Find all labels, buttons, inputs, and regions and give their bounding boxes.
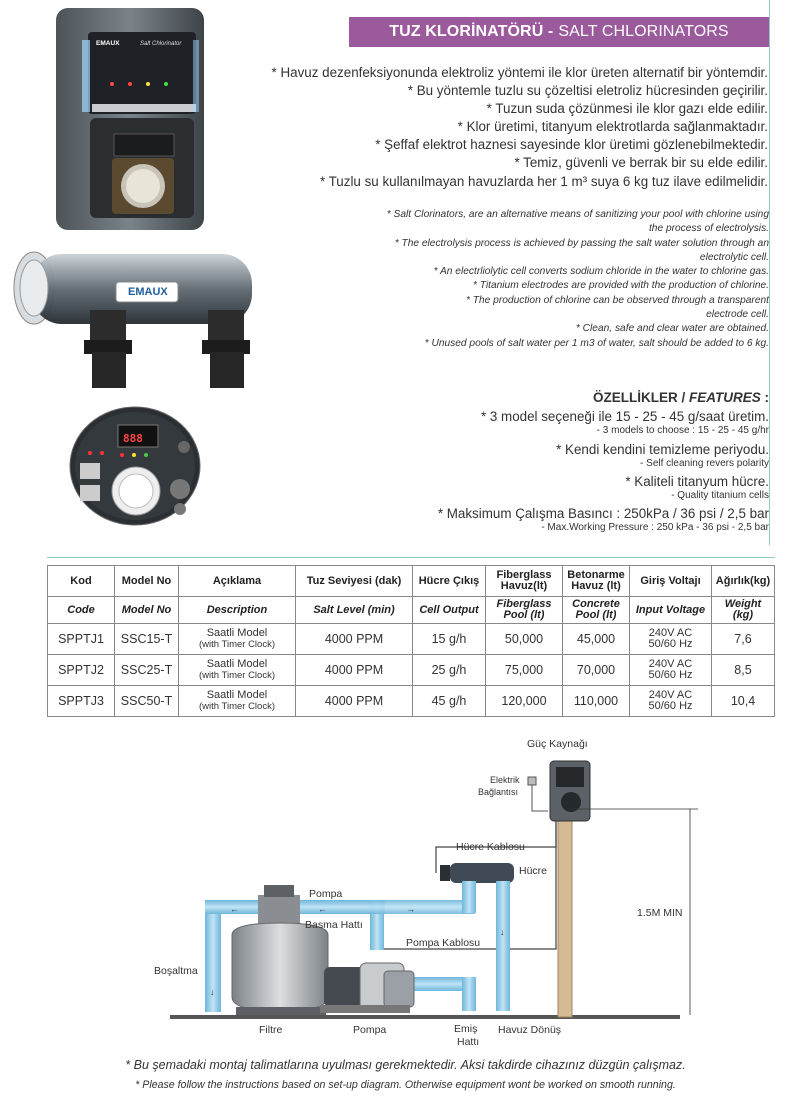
cell-desc [179, 624, 296, 655]
feature-tr: * Kaliteli titanyum hücre. [625, 474, 769, 489]
pump-pipe-label: Pompa [309, 888, 343, 900]
desc-line: Saatli Model [206, 627, 268, 639]
volt-line: 50/60 Hz [648, 638, 693, 650]
intro-en-line: * Titanium electrodes are provided with the production of chlorine. [472, 280, 769, 292]
pump-label: Pompa [353, 1024, 387, 1036]
intro-tr-line: * Temiz, güvenli ve berrak bir su elde edilir. [514, 155, 768, 171]
installation-diagram [0, 735, 811, 1055]
pump-cable-label: Pompa Kablosu [406, 937, 481, 949]
footer-note-en: * Please follow the instructions based on set-up diagram. Otherwise equipment wont be worked on smooth running. [135, 1079, 676, 1091]
features-heading-colon: : [764, 390, 769, 405]
feature-en: - Max.Working Pressure : 250 kPa - 36 psi - 2,5 bar [541, 522, 769, 533]
intro-tr-line: * Havuz dezenfeksiyonunda elektroliz yöntemi ile klor üreten alternatif bir yöntemdir. [271, 65, 768, 80]
feature-item [209, 506, 769, 534]
col-header: Betonarme Havuz (lt) [563, 566, 630, 597]
electrolytic-cell-image [12, 246, 280, 394]
control-panel-image [68, 405, 202, 527]
feature-item [209, 409, 769, 437]
desc-line: Saatli Model [206, 689, 268, 701]
cell-label: Hücre [519, 865, 548, 877]
height-label: 1.5M MIN [637, 907, 683, 919]
intro-en-line: * The electrolysis process is achieved by passing the salt water solution through an [394, 237, 769, 249]
intro-turkish [168, 64, 768, 191]
svg-text:↓: ↓ [500, 927, 505, 937]
intro-en-line: * Unused pools of salt water per 1 m3 of water, salt should be added to 6 kg. [424, 337, 769, 349]
power-supply-label: Güç Kaynağı [527, 738, 588, 750]
table-row [48, 624, 775, 655]
col-header: Kod [48, 566, 115, 597]
feature-tr: * Kendi kendini temizleme periyodu. [556, 442, 769, 457]
volt-line: 240V AC [648, 627, 693, 639]
cell-weight: 7,6 [712, 624, 775, 655]
volt-line: 50/60 Hz [648, 700, 693, 712]
desc-line: Saatli Model [206, 658, 268, 670]
col-header: Giriş Voltajı [630, 566, 712, 597]
svg-text:←: ← [318, 904, 327, 914]
page-title [349, 17, 769, 47]
cell-brand-label: EMAUX [128, 286, 168, 298]
cell-salt: 4000 PPM [296, 686, 413, 717]
volt-line: 240V AC [648, 658, 693, 670]
discharge-line-label: Basma Hattı [305, 919, 363, 931]
intro-tr-line: * Bu yöntemle tuzlu su çözeltisi eletroliz hücresinden geçirilir. [407, 83, 768, 99]
volt-line: 240V AC [648, 689, 693, 701]
cell-code: SPPTJ1 [48, 624, 115, 655]
features-heading [593, 390, 769, 405]
cell-desc [179, 655, 296, 686]
cell-model: SSC25-T [115, 655, 179, 686]
intro-tr-line: * Şeffaf elektrot haznesi sayesinde klor üretimi gözlenebilmektedir. [375, 137, 768, 153]
intro-en-line: electrode cell. [706, 309, 769, 321]
col-header-en: Fiberglass Pool (lt) [486, 597, 563, 624]
cell-salt: 4000 PPM [296, 624, 413, 655]
features-heading-en: FEATURES [688, 390, 761, 405]
cell-output: 45 g/h [413, 686, 486, 717]
table-header-tr [48, 566, 775, 597]
col-header-en: Weight (kg) [712, 597, 775, 624]
installation-diagram-svg [0, 735, 811, 1055]
filter-label: Filtre [259, 1024, 283, 1036]
table-row [48, 686, 775, 717]
svg-text:←: ← [230, 904, 239, 914]
table-top-rule [47, 557, 775, 558]
cell-desc [179, 686, 296, 717]
cell-concrete: 70,000 [563, 655, 630, 686]
feature-en: - 3 models to choose : 15 - 25 - 45 g/hr [596, 425, 769, 436]
cell-code: SPPTJ3 [48, 686, 115, 717]
svg-text:→: → [406, 904, 415, 914]
cell-voltage [630, 686, 712, 717]
desc-line: (with Timer Clock) [198, 701, 275, 712]
electric-connection-label-2: Bağlantısı [478, 787, 519, 797]
col-header: Model No [115, 566, 179, 597]
panel-title-label: Salt Chlorinator [140, 41, 182, 47]
col-header-en: Description [179, 597, 296, 624]
title-turkish: TUZ KLORİNATÖRÜ - [389, 23, 554, 40]
cell-output: 15 g/h [413, 624, 486, 655]
cell-concrete: 110,000 [563, 686, 630, 717]
col-header-en: Salt Level (min) [296, 597, 413, 624]
cell-concrete: 45,000 [563, 624, 630, 655]
cell-voltage [630, 624, 712, 655]
desc-line: (with Timer Clock) [198, 639, 275, 650]
col-header-en: Model No [115, 597, 179, 624]
cell-cable-label: Hücre Kablosu [456, 841, 525, 853]
intro-en-line: the process of electrolysis. [648, 223, 769, 235]
desc-line: (with Timer Clock) [198, 670, 275, 681]
cell-code: SPPTJ2 [48, 655, 115, 686]
features-heading-tr: ÖZELLİKLER / [592, 390, 686, 405]
cell-weight: 8,5 [712, 655, 775, 686]
col-header: Hücre Çıkış [413, 566, 486, 597]
intro-en-line: * Salt Clorinators, are an alternative means of sanitizing your pool with chlorine using [386, 209, 769, 220]
cell-model: SSC15-T [115, 624, 179, 655]
feature-en: - Self cleaning revers polarity [640, 458, 769, 469]
title-english: SALT CHLORINATORS [558, 23, 729, 40]
cell-fiber: 50,000 [486, 624, 563, 655]
volt-line: 50/60 Hz [648, 669, 693, 681]
feature-tr: * 3 model seçeneği ile 15 - 25 - 45 g/saat üretim. [480, 409, 769, 424]
pool-return-label: Havuz Dönüş [498, 1024, 562, 1036]
intro-tr-line: * Klor üretimi, titanyum elektrotlarda sağlanmaktadır. [457, 119, 768, 135]
intro-en-line: * Clean, safe and clear water are obtained. [575, 323, 769, 335]
table-row [48, 655, 775, 686]
svg-text:↓: ↓ [210, 987, 215, 997]
col-header-en: Code [48, 597, 115, 624]
cell-weight: 10,4 [712, 686, 775, 717]
electric-connection-label-1: Elektrik [490, 775, 520, 785]
intro-en-line: * The production of chlorine can be observed through a transparent [466, 294, 769, 306]
suction-line-label-2: Hattı [457, 1036, 480, 1048]
cell-output: 25 g/h [413, 655, 486, 686]
feature-tr: * Maksimum Çalışma Basıncı : 250kPa / 36 psi / 2,5 bar [437, 506, 769, 521]
right-border-line [769, 0, 770, 545]
footer-note-tr: * Bu şemadaki montaj talimatlarına uyulması gerekmektedir. Aksi takdirde cihazınız düzgün çalışmaz. [125, 1058, 686, 1072]
intro-tr-line: * Tuzlu su kullanılmayan havuzlarda her 1 m³ suya 6 kg tuz ilave edilmelidir. [319, 173, 768, 189]
cell-model: SSC50-T [115, 686, 179, 717]
suction-line-label-1: Emiş [454, 1023, 478, 1035]
drain-label: Boşaltma [154, 965, 198, 977]
spec-table [47, 565, 775, 717]
col-header: Açıklama [179, 566, 296, 597]
feature-en: - Quality titanium cells [671, 490, 769, 501]
cell-voltage [630, 655, 712, 686]
cell-fiber: 120,000 [486, 686, 563, 717]
feature-item [209, 474, 769, 502]
intro-en-line: electrolytic cell. [699, 251, 769, 263]
brand-label: EMAUX [96, 40, 120, 47]
col-header: Fiberglass Havuz(lt) [486, 566, 563, 597]
col-header: Tuz Seviyesi (dak) [296, 566, 413, 597]
intro-tr-line: * Tuzun suda çözünmesi ile klor gazı elde edilir. [486, 101, 768, 117]
intro-english [299, 208, 769, 351]
col-header: Ağırlık(kg) [712, 566, 775, 597]
feature-item [209, 442, 769, 470]
display-readout: 888 [123, 432, 143, 445]
col-header-en: Concrete Pool (lt) [563, 597, 630, 624]
intro-en-line: * An electrliolytic cell converts sodium chloride in the water to chlorine gas. [433, 266, 769, 278]
col-header-en: Input Voltage [630, 597, 712, 624]
cell-fiber: 75,000 [486, 655, 563, 686]
col-header-en: Cell Output [413, 597, 486, 624]
table-header-en [48, 597, 775, 624]
cell-salt: 4000 PPM [296, 655, 413, 686]
